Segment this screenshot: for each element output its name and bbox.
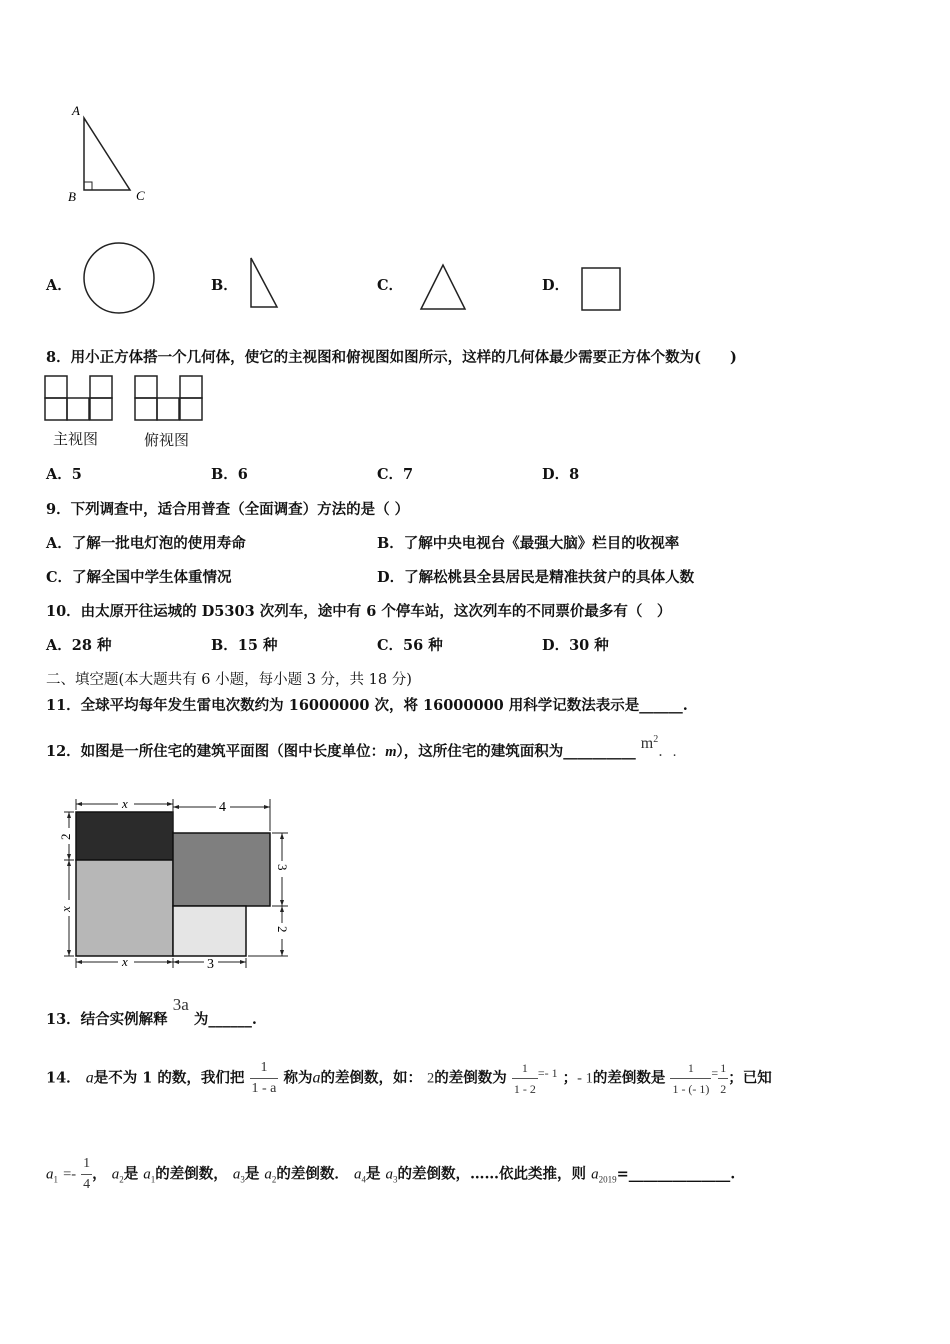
dim-two-right: 2 [275,926,290,933]
room-dark [76,812,173,860]
q14-sub-3: 3 [240,1174,245,1185]
dim-x-left: x [58,906,73,912]
q7-option-b-label[interactable]: B． [211,277,238,294]
q14-neg-one: - 1 [577,1070,593,1087]
q14-line-1 [46,1058,772,1099]
room-mid-gray [173,833,270,906]
q14-fraction-half: $\frac{1}{2}$ [718,1058,728,1099]
q14-answer-blank[interactable]: =______________. [616,1165,736,1183]
q14-l2-text-6: 的差倒数，……依此类推，则 [397,1165,587,1183]
q10-option-a[interactable]: A．28 种 [46,637,112,654]
front-view-caption: 主视图 [53,430,99,448]
q14-a1-equals: =- [63,1166,77,1183]
q14-text-3: 的差倒数，如： [320,1069,422,1087]
q14-text-1: 是不为 1 的数，我们把 [93,1069,245,1087]
q14-a3-ref: a [385,1166,394,1183]
right-angle-mark [84,182,92,190]
q12-text-part2: ），这所住宅的建筑面积为 [396,743,564,760]
dim-three-right: 3 [275,864,290,871]
q14-a4: a [353,1166,362,1183]
q14-number: 14． [46,1069,81,1087]
room-light-gray [76,860,173,956]
q14-a2-ref: a [264,1166,272,1183]
q14-sub-1: 1 [53,1174,58,1185]
q13-expression: 3a [172,995,189,1014]
dim-x-bottom: x [122,954,128,969]
q14-a2: a [111,1166,120,1183]
q14-comma: ， [92,1165,107,1183]
dim-two-left: 2 [58,833,73,840]
q14-text-5: ； [562,1069,578,1087]
room-lightest [173,906,246,956]
q12-unit: m [640,735,654,752]
q8-question-text: 8．用小正方体搭一个几何体，使它的主视图和俯视图如图所示，这样的几何体最少需要正方体个数为( ) [46,349,737,366]
q14-text-4: 的差倒数为 [434,1069,507,1087]
q13-suffix: 为______. [193,1011,257,1028]
q13-question-text [46,995,257,1029]
dim-three-bottom: 3 [207,957,214,972]
q7-option-d-label[interactable]: D． [542,277,570,294]
q7-option-a-label[interactable]: A． [46,277,72,294]
q14-a-n: a [591,1166,599,1183]
q14-fraction-example-1: $\frac{1}{1 - 2}$ [512,1058,538,1099]
q10-option-b[interactable]: B．15 种 [211,637,278,654]
triangle-abc [84,118,130,190]
square-shape [580,266,624,312]
q8-option-c[interactable]: C．7 [377,466,414,483]
q12-unit-exponent: 2 [653,734,659,746]
equilateral-triangle-shape [418,262,470,312]
q14-sub-2: 2 [119,1174,124,1185]
q7-option-c-label[interactable]: C． [377,277,404,294]
q14-sub-3b: 3 [393,1174,398,1185]
q9-option-c[interactable]: C．了解全国中学生体重情况 [46,569,232,586]
q14-text-7: ；已知 [728,1069,772,1087]
q14-l2-text-4: 的差倒数． [276,1165,349,1183]
q10-question-text: 10．由太原开往运城的 D5303 次列车，途中有 6 个停车站，这次列车的不同票价最多有（ ） [46,603,672,620]
q14-sub-1b: 1 [150,1174,156,1185]
q14-var-a: a [85,1069,94,1087]
right-triangle-shape [246,255,282,311]
q9-option-d[interactable]: D．了解松桃县全县居民是精准扶贫户的具体人数 [377,569,695,586]
q14-text-6: 的差倒数是 [592,1069,666,1087]
q12-unit-m: m [385,744,397,760]
q14-sub-2b: 2 [271,1174,277,1185]
q14-l2-text-2: 的差倒数， [155,1165,228,1183]
q13-prefix: 13．结合实例解释 [46,1011,168,1028]
q9-option-b[interactable]: B．了解中央电视台《最强大脑》栏目的收视率 [377,535,680,552]
q14-text-2: 称为 [283,1069,313,1087]
q9-question-text: 9．下列调查中，适合用普查（全面调查）方法的是（ ） [46,501,410,518]
q7-triangle-figure [60,100,160,210]
q14-sub-4: 4 [361,1174,366,1185]
q8-option-d[interactable]: D．8 [542,466,580,483]
q11-question-text: 11．全球平均每年发生雷电次数约为 16000000 次，将 16000000 用科学记数法表示是______. [46,697,688,714]
section-2-title: 二、填空题(本大题共有 6 小题，每小题 3 分，共 18 分) [46,672,412,688]
q14-l2-text-5: 是 [365,1165,381,1183]
q14-sub-n: 2019 [598,1174,617,1185]
q14-equals: = [711,1065,719,1080]
q12-question-text [46,734,677,761]
circle-shape [82,241,158,317]
q14-fraction-example-2: $\frac{1}{1 - (- 1)}$ [670,1058,711,1099]
q14-a3: a [232,1166,241,1183]
q10-option-c[interactable]: C．56 种 [377,637,443,654]
q14-example-1-result: =- 1 [537,1065,558,1080]
vertex-c-label: C [136,188,145,203]
front-view-grid [44,375,116,423]
q8-option-a[interactable]: A．5 [46,466,82,483]
dim-four-top: 4 [219,800,226,815]
top-view-caption: 俯视图 [144,431,190,449]
vertex-b-label: B [68,189,76,204]
q14-a1: a [46,1166,54,1183]
q12-floor-plan [58,796,298,976]
q14-l2-text-1: 是 [123,1165,139,1183]
q14-l2-text-3: 是 [244,1165,260,1183]
q12-answer-blank[interactable]: __________ [563,743,636,760]
vertex-a-label: A [72,103,80,118]
q8-option-b[interactable]: B．6 [211,466,248,483]
q14-two: 2 [427,1070,435,1087]
dim-x-top: x [122,796,128,811]
q14-fraction-definition: $\frac{1}{1 - a}$ [251,1060,277,1096]
q10-option-d[interactable]: D．30 种 [542,637,609,654]
q14-line-2 [46,1154,735,1195]
q14-a1-ref: a [143,1166,151,1183]
q12-tail: ．. [658,744,677,760]
q14-var-a-2: a [312,1069,321,1087]
q9-option-a[interactable]: A．了解一批电灯泡的使用寿命 [46,535,246,552]
top-view-grid [134,375,206,423]
q14-fraction-quarter: $\frac{1}{4}$ [83,1156,91,1192]
q12-text-part1: 12．如图是一所住宅的建筑平面图（图中长度单位： [46,743,386,760]
